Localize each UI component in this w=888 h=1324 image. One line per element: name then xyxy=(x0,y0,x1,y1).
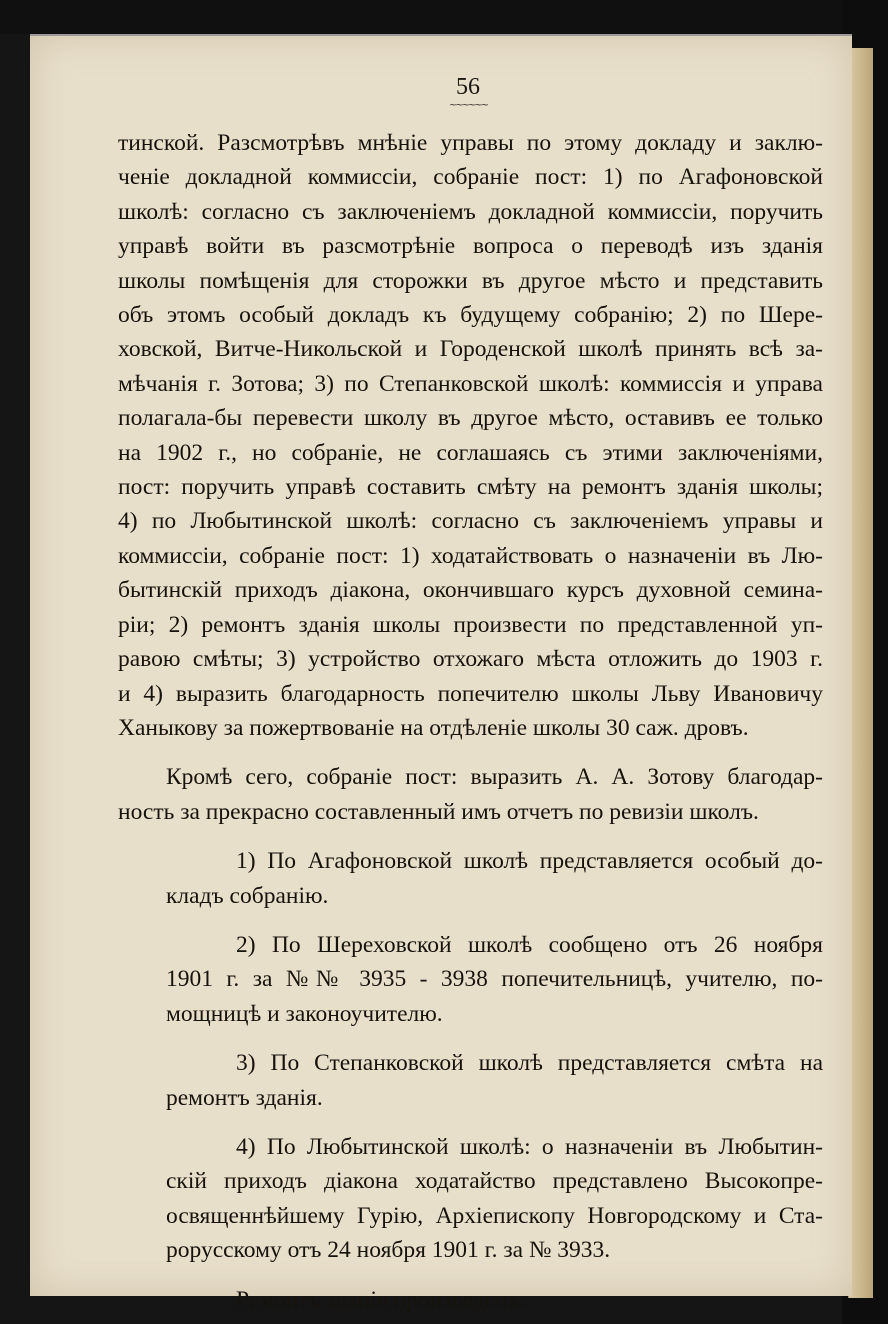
item-2 xyxy=(118,928,823,962)
text-line: ріи; 2) ремонтъ зданія школы произвести по представленной уп- xyxy=(118,611,823,638)
text-line: освященнѣйшему Гурію, Архіепископу Новгородскому и Ста- xyxy=(166,1202,823,1229)
page-number-ornament: ~~~~~~ xyxy=(448,100,488,111)
paragraph-2 xyxy=(118,760,823,794)
text-line: ченіе докладной коммиссіи, собраніе пост: 1) по Агафоновской xyxy=(118,164,823,191)
text-line: кладъ собранію. xyxy=(166,882,329,909)
page-body-text xyxy=(118,126,823,1317)
text-line: объ этомъ особый докладъ къ будущему собранію; 2) по Шере- xyxy=(118,302,823,329)
paragraph-1 xyxy=(118,126,823,745)
text-line: Кромѣ сего, собраніе пост: выразить А. А. Зотову благодар- xyxy=(166,764,823,791)
text-line: мощницѣ и законоучителю. xyxy=(166,1000,443,1027)
text-line: скій приходъ діакона ходатайство представлено Высокопре- xyxy=(166,1168,823,1195)
item-3 xyxy=(118,1046,823,1080)
item-4 xyxy=(118,1130,823,1164)
text-line: 1) По Агафоновской школѣ представляется особый до- xyxy=(236,848,823,875)
text-line: пост: поручить управѣ составить смѣту на ремонтъ зданія школы; xyxy=(118,474,823,501)
text-line: школы помѣщенія для сторожки въ другое мѣсто и представить xyxy=(118,267,823,294)
text-line: равою смѣты; 3) устройство отхожаго мѣста отложить до 1903 г. xyxy=(118,646,823,673)
text-line: тинской. Разсмотрѣвъ мнѣніе управы по этому докладу и заклю- xyxy=(118,130,823,156)
text-line: бытинскій приходъ діакона, окончившаго курсъ духовной семина- xyxy=(118,577,823,604)
scan-top-edge xyxy=(0,0,888,34)
text-line: 2) По Шереховской школѣ сообщено отъ 26 ноября xyxy=(236,931,823,958)
item-1-continued xyxy=(118,879,823,913)
item-2-continued xyxy=(118,962,823,1031)
text-line: мѣчанія г. Зотова; 3) по Степанковской школѣ: коммиссія и управа xyxy=(118,370,823,397)
text-line: на 1902 г., но собраніе, не соглашаясь съ этими заключеніями, xyxy=(118,439,823,466)
page-top-rule xyxy=(30,34,852,36)
text-line: рорусскому отъ 24 ноября 1901 г. за № 3933. xyxy=(166,1237,611,1264)
closing-line xyxy=(118,1283,823,1317)
text-line: Ремонтъ зданія произведенъ. xyxy=(236,1286,526,1313)
text-line: ремонтъ зданія. xyxy=(166,1084,323,1111)
page-number: 56 xyxy=(456,74,480,100)
item-1 xyxy=(118,844,823,878)
text-line: 4) По Любытинской школѣ: о назначеніи въ Любытин- xyxy=(236,1133,823,1160)
text-line: и 4) выразить благодарность попечителю школы Льву Ивановичу xyxy=(118,680,823,707)
text-line: полагала-бы перевести школу въ другое мѣсто, оставивъ ее только xyxy=(118,405,823,432)
text-line: управѣ войти въ разсмотрѣніе вопроса о переводѣ изъ зданія xyxy=(118,233,823,260)
text-line: ность за прекрасно составленный имъ отчетъ по ревизіи школъ. xyxy=(118,798,759,825)
text-line: коммиссіи, собраніе пост: 1) ходатайствовать о назначеніи въ Лю- xyxy=(118,542,823,569)
text-line: 4) по Любытинской школѣ: согласно съ заключеніемъ управы и xyxy=(118,508,823,535)
text-line: 1901 г. за №№ 3935 - 3938 попечительницѣ, учителю, по- xyxy=(166,966,823,993)
text-line: школѣ: согласно съ заключеніемъ докладной коммиссіи, поручить xyxy=(118,198,823,225)
text-line: ховской, Витче-Никольской и Городенской школѣ принять всѣ за- xyxy=(118,336,823,363)
text-line: Ханыкову за пожертвованіе на отдѣленіе школы 30 саж. дровъ. xyxy=(118,714,749,741)
paragraph-2-continued xyxy=(118,795,823,829)
item-4-continued xyxy=(118,1164,823,1267)
item-3-continued xyxy=(118,1081,823,1115)
text-line: 3) По Степанковской школѣ представляется смѣта на xyxy=(236,1050,823,1077)
